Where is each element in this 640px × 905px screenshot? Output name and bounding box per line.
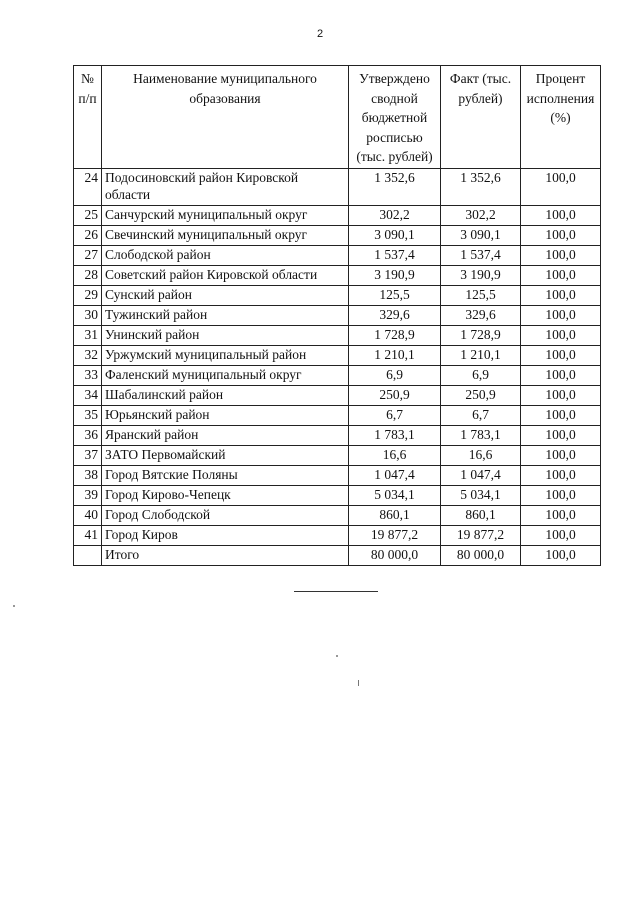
cell-percent: 100,0 bbox=[521, 425, 601, 445]
cell-planned: 16,6 bbox=[349, 445, 441, 465]
cell-fact: 329,6 bbox=[441, 305, 521, 325]
cell-percent: 100,0 bbox=[521, 385, 601, 405]
header-percent: Процент исполнения (%) bbox=[521, 66, 601, 169]
cell-planned: 250,9 bbox=[349, 385, 441, 405]
end-divider-line bbox=[294, 591, 378, 592]
table-row bbox=[74, 265, 601, 285]
table-row bbox=[74, 285, 601, 305]
cell-name: Шабалинский район bbox=[102, 385, 349, 405]
cell-percent: 100,0 bbox=[521, 365, 601, 385]
header-name: Наименование муниципального образования bbox=[102, 66, 349, 169]
cell-fact: 1 210,1 bbox=[441, 345, 521, 365]
scan-speck bbox=[336, 655, 338, 657]
cell-planned: 80 000,0 bbox=[349, 545, 441, 565]
cell-fact: 302,2 bbox=[441, 205, 521, 225]
cell-percent: 100,0 bbox=[521, 168, 601, 205]
cell-percent: 100,0 bbox=[521, 505, 601, 525]
cell-planned: 5 034,1 bbox=[349, 485, 441, 505]
cell-name: Слободской район bbox=[102, 245, 349, 265]
scan-speck bbox=[13, 605, 15, 607]
cell-name: Итого bbox=[102, 545, 349, 565]
cell-planned: 1 783,1 bbox=[349, 425, 441, 445]
cell-fact: 3 090,1 bbox=[441, 225, 521, 245]
cell-num: 26 bbox=[74, 225, 102, 245]
cell-num bbox=[74, 545, 102, 565]
cell-num: 39 bbox=[74, 485, 102, 505]
cell-num: 30 bbox=[74, 305, 102, 325]
cell-planned: 3 090,1 bbox=[349, 225, 441, 245]
cell-name: Советский район Кировской области bbox=[102, 265, 349, 285]
cell-name: Уржумский муниципальный район bbox=[102, 345, 349, 365]
cell-planned: 1 537,4 bbox=[349, 245, 441, 265]
cell-percent: 100,0 bbox=[521, 265, 601, 285]
scan-mark bbox=[358, 680, 359, 686]
cell-name: Унинский район bbox=[102, 325, 349, 345]
cell-name: Город Киров bbox=[102, 525, 349, 545]
cell-planned: 329,6 bbox=[349, 305, 441, 325]
cell-percent: 100,0 bbox=[521, 305, 601, 325]
table-row bbox=[74, 168, 601, 205]
cell-percent: 100,0 bbox=[521, 245, 601, 265]
table-row bbox=[74, 385, 601, 405]
cell-planned: 125,5 bbox=[349, 285, 441, 305]
cell-name: Город Вятские Поляны bbox=[102, 465, 349, 485]
cell-fact: 1 537,4 bbox=[441, 245, 521, 265]
table-row bbox=[74, 485, 601, 505]
cell-planned: 6,7 bbox=[349, 405, 441, 425]
table-row bbox=[74, 525, 601, 545]
header-num: № п/п bbox=[74, 66, 102, 169]
cell-fact: 125,5 bbox=[441, 285, 521, 305]
cell-fact: 5 034,1 bbox=[441, 485, 521, 505]
cell-planned: 860,1 bbox=[349, 505, 441, 525]
cell-percent: 100,0 bbox=[521, 285, 601, 305]
cell-name: Свечинский муниципальный округ bbox=[102, 225, 349, 245]
budget-execution-table bbox=[73, 65, 601, 566]
cell-num: 32 bbox=[74, 345, 102, 365]
cell-num: 31 bbox=[74, 325, 102, 345]
cell-planned: 1 047,4 bbox=[349, 465, 441, 485]
cell-fact: 1 728,9 bbox=[441, 325, 521, 345]
cell-planned: 302,2 bbox=[349, 205, 441, 225]
cell-name: Фаленский муниципальный округ bbox=[102, 365, 349, 385]
table-row bbox=[74, 445, 601, 465]
table-row bbox=[74, 225, 601, 245]
cell-num: 34 bbox=[74, 385, 102, 405]
cell-name: Тужинский район bbox=[102, 305, 349, 325]
cell-fact: 1 352,6 bbox=[441, 168, 521, 205]
cell-name: Город Кирово-Чепецк bbox=[102, 485, 349, 505]
cell-num: 27 bbox=[74, 245, 102, 265]
cell-percent: 100,0 bbox=[521, 405, 601, 425]
cell-num: 33 bbox=[74, 365, 102, 385]
table-row bbox=[74, 305, 601, 325]
table-row bbox=[74, 365, 601, 385]
cell-percent: 100,0 bbox=[521, 465, 601, 485]
table-body bbox=[74, 168, 601, 565]
cell-fact: 6,9 bbox=[441, 365, 521, 385]
cell-percent: 100,0 bbox=[521, 445, 601, 465]
cell-fact: 6,7 bbox=[441, 405, 521, 425]
cell-percent: 100,0 bbox=[521, 205, 601, 225]
cell-fact: 3 190,9 bbox=[441, 265, 521, 285]
cell-name: Яранский район bbox=[102, 425, 349, 445]
cell-num: 29 bbox=[74, 285, 102, 305]
page-number: 2 bbox=[316, 28, 324, 40]
table-row bbox=[74, 505, 601, 525]
table-row bbox=[74, 205, 601, 225]
cell-num: 36 bbox=[74, 425, 102, 445]
cell-name: Сунский район bbox=[102, 285, 349, 305]
cell-fact: 16,6 bbox=[441, 445, 521, 465]
header-planned: Утверждено сводной бюджетной росписью (тыс. рублей) bbox=[349, 66, 441, 169]
total-row bbox=[74, 545, 601, 565]
cell-fact: 1 047,4 bbox=[441, 465, 521, 485]
cell-percent: 100,0 bbox=[521, 545, 601, 565]
cell-percent: 100,0 bbox=[521, 485, 601, 505]
cell-name: Санчурский муниципальный округ bbox=[102, 205, 349, 225]
cell-num: 24 bbox=[74, 168, 102, 205]
table-header-row bbox=[74, 66, 601, 169]
cell-name: Юрьянский район bbox=[102, 405, 349, 425]
cell-planned: 3 190,9 bbox=[349, 265, 441, 285]
table-row bbox=[74, 345, 601, 365]
cell-num: 25 bbox=[74, 205, 102, 225]
table-row bbox=[74, 325, 601, 345]
cell-planned: 6,9 bbox=[349, 365, 441, 385]
cell-fact: 19 877,2 bbox=[441, 525, 521, 545]
cell-num: 35 bbox=[74, 405, 102, 425]
cell-planned: 1 352,6 bbox=[349, 168, 441, 205]
table-row bbox=[74, 465, 601, 485]
cell-name: Город Слободской bbox=[102, 505, 349, 525]
cell-fact: 250,9 bbox=[441, 385, 521, 405]
header-fact: Факт (тыс. рублей) bbox=[441, 66, 521, 169]
cell-percent: 100,0 bbox=[521, 525, 601, 545]
cell-num: 40 bbox=[74, 505, 102, 525]
cell-fact: 80 000,0 bbox=[441, 545, 521, 565]
cell-percent: 100,0 bbox=[521, 325, 601, 345]
table-row bbox=[74, 405, 601, 425]
cell-percent: 100,0 bbox=[521, 345, 601, 365]
cell-percent: 100,0 bbox=[521, 225, 601, 245]
cell-planned: 1 728,9 bbox=[349, 325, 441, 345]
cell-num: 38 bbox=[74, 465, 102, 485]
cell-num: 41 bbox=[74, 525, 102, 545]
cell-planned: 1 210,1 bbox=[349, 345, 441, 365]
cell-name: Подосиновский район Кировской области bbox=[102, 168, 349, 205]
cell-name: ЗАТО Первомайский bbox=[102, 445, 349, 465]
table-row bbox=[74, 245, 601, 265]
cell-fact: 860,1 bbox=[441, 505, 521, 525]
cell-planned: 19 877,2 bbox=[349, 525, 441, 545]
cell-num: 28 bbox=[74, 265, 102, 285]
table-row bbox=[74, 425, 601, 445]
cell-fact: 1 783,1 bbox=[441, 425, 521, 445]
cell-num: 37 bbox=[74, 445, 102, 465]
